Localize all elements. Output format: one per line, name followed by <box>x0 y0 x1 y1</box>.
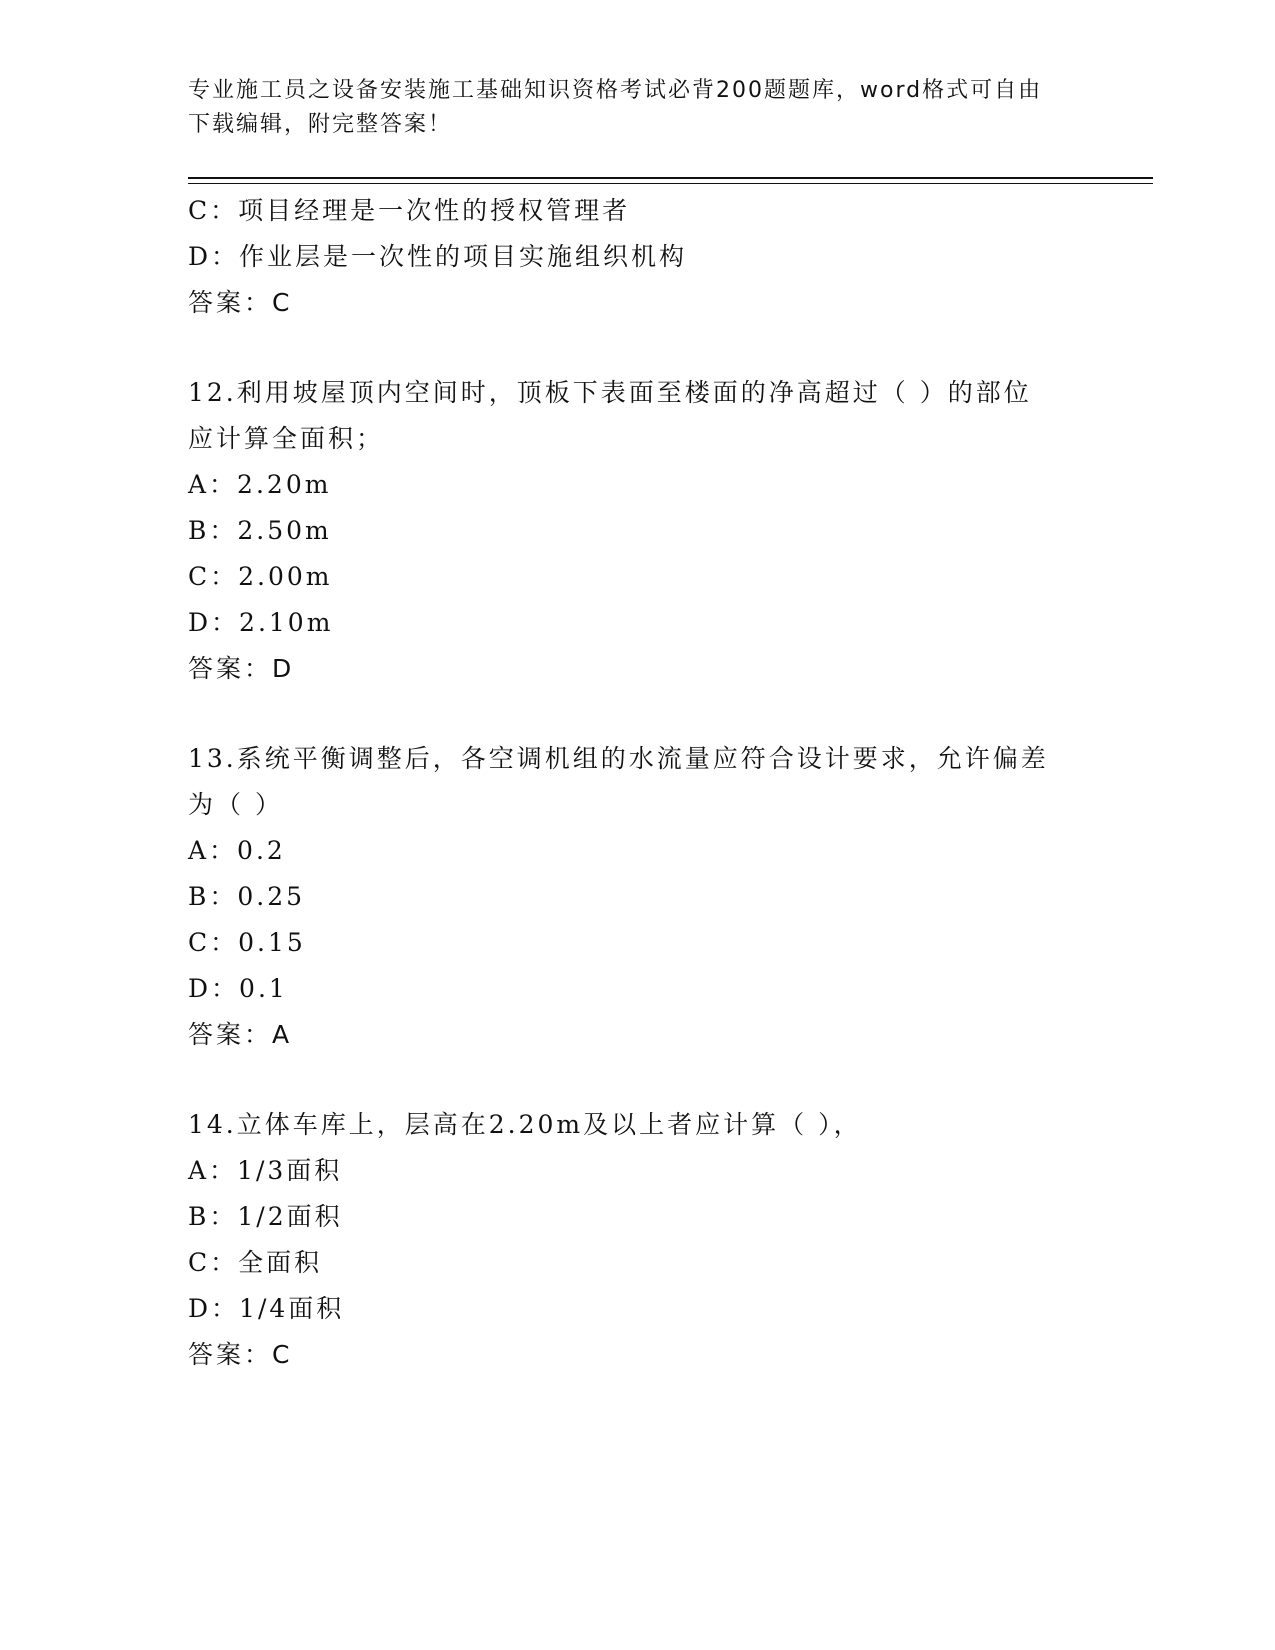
header-divider-thin <box>188 183 1153 184</box>
option-d: D：作业层是一次性的项目实施组织机构 <box>188 242 688 271</box>
question-14 <box>188 1102 1088 1378</box>
document-body <box>188 188 1088 1378</box>
option-a: A：0.2 <box>188 836 286 865</box>
option-c: C：项目经理是一次性的授权管理者 <box>188 196 631 225</box>
answer-line: 答案：A <box>188 1020 293 1049</box>
option-d: D：1/4面积 <box>188 1294 345 1323</box>
option-c: C：2.00m <box>188 562 333 591</box>
question-text-line-2: 应计算全面积； <box>188 424 385 453</box>
option-d: D：2.10m <box>188 608 334 637</box>
option-c: C：0.15 <box>188 928 306 957</box>
spacer <box>188 692 1088 736</box>
header-divider-thick <box>188 177 1153 179</box>
answer-line: 答案：D <box>188 654 295 683</box>
document-header <box>188 74 1068 142</box>
option-d: D：0.1 <box>188 974 288 1003</box>
option-b: B：2.50m <box>188 516 332 545</box>
option-b: B：0.25 <box>188 882 306 911</box>
question-13 <box>188 736 1088 1058</box>
option-a: A：1/3面积 <box>188 1156 343 1185</box>
option-b: B：1/2面积 <box>188 1202 343 1231</box>
question-11-continued <box>188 188 1088 326</box>
question-text-line-1: 14.立体车库上，层高在2.20m及以上者应计算（ ）， <box>188 1110 862 1139</box>
question-12 <box>188 370 1088 692</box>
option-a: A：2.20m <box>188 470 332 499</box>
question-text-line-1: 12.利用坡屋顶内空间时，顶板下表面至楼面的净高超过（ ）的部位 <box>188 378 1032 407</box>
header-title-line-1: 专业施工员之设备安装施工基础知识资格考试必背200题题库，word格式可自由 <box>188 78 1043 103</box>
question-text-line-1: 13.系统平衡调整后，各空调机组的水流量应符合设计要求，允许偏差 <box>188 744 1049 773</box>
answer-line: 答案：C <box>188 288 293 317</box>
option-c: C：全面积 <box>188 1248 323 1277</box>
spacer <box>188 326 1088 370</box>
answer-line: 答案：C <box>188 1340 293 1369</box>
header-title-line-2: 下载编辑，附完整答案！ <box>188 112 453 137</box>
question-text-line-2: 为（ ） <box>188 790 283 819</box>
spacer <box>188 1058 1088 1102</box>
